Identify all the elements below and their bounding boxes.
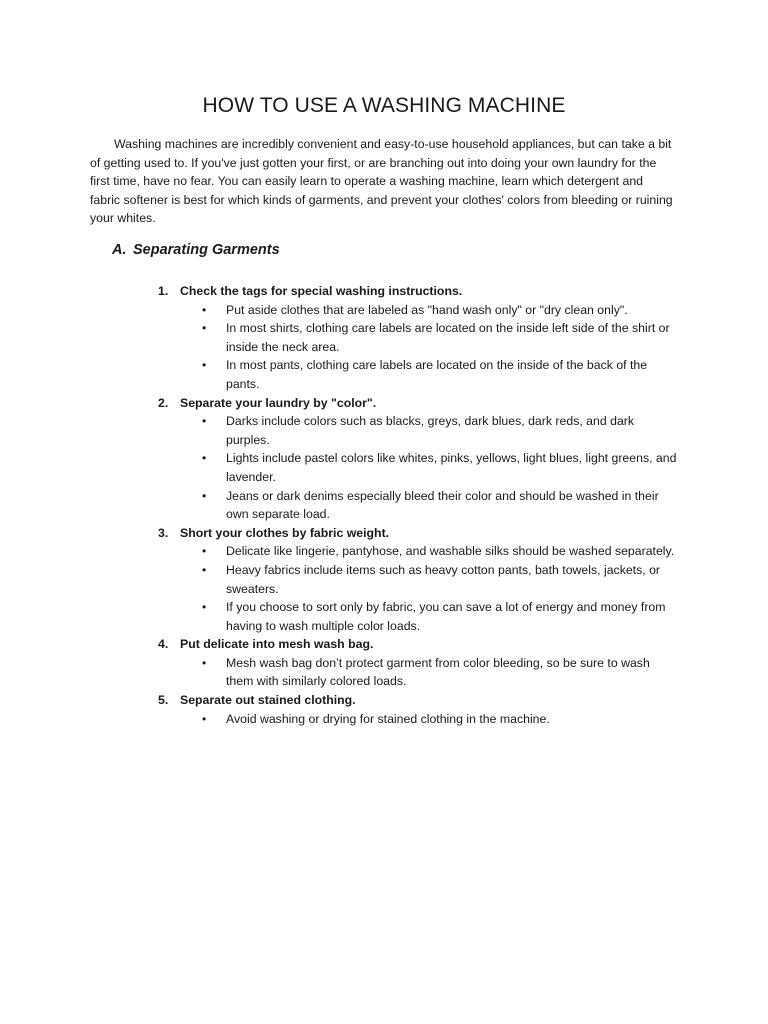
bullet-icon: • <box>202 562 207 577</box>
bullet-list <box>158 542 678 635</box>
section-title: Separating Garments <box>133 242 280 258</box>
intro-paragraph: Washing machines are incredibly convenient and easy-to-use household appliances, but can take a bit of getting used to. If you've just gotten your first, or are branching out into doing your own laundry for the first time, have no fear. You can easily learn to operate a washing machine, learn which detergent and fabric softener is best for which kinds of garments, and prevent your clothes' colors from bleeding or ruining your whites. <box>90 137 673 226</box>
step-item <box>158 394 678 524</box>
bullet-text: Jeans or dark denims especially bleed their color and should be washed in their own separate load. <box>226 488 659 522</box>
bullet-icon: • <box>202 544 207 559</box>
step-title: Separate your laundry by "color". <box>180 395 377 410</box>
step-title: Check the tags for special washing instructions. <box>180 284 463 298</box>
step-heading <box>158 691 678 710</box>
bullet-item <box>202 449 678 486</box>
bullet-list <box>158 301 678 394</box>
step-item <box>158 282 678 394</box>
step-number: 5. <box>158 693 169 708</box>
step-heading <box>158 282 678 301</box>
bullet-icon: • <box>202 451 207 466</box>
bullet-list <box>158 412 678 524</box>
bullet-icon: • <box>202 358 207 373</box>
step-title: Separate out stained clothing. <box>180 693 356 708</box>
step-item <box>158 524 678 636</box>
bullet-item <box>202 301 678 320</box>
bullet-list <box>158 710 678 729</box>
step-number: 4. <box>158 637 169 652</box>
bullet-item <box>202 561 678 598</box>
bullet-text: In most shirts, clothing care labels are located on the inside left side of the shirt or inside the neck area. <box>226 321 670 354</box>
bullet-icon: • <box>202 302 207 317</box>
bullet-list <box>158 654 678 691</box>
bullet-item <box>202 654 678 691</box>
bullet-text: Avoid washing or drying for stained clothing in the machine. <box>226 711 550 726</box>
step-heading <box>158 524 678 543</box>
bullet-item <box>202 356 678 393</box>
step-item <box>158 691 678 728</box>
bullet-icon: • <box>202 655 207 670</box>
bullet-text: If you choose to sort only by fabric, you can save a lot of energy and money from having to wash multiple color loads. <box>226 600 666 633</box>
bullet-text: Put aside clothes that are labeled as "hand wash only" or "dry clean only". <box>226 302 628 317</box>
step-number: 2. <box>158 395 169 410</box>
step-heading <box>158 635 678 654</box>
bullet-icon: • <box>202 488 207 503</box>
bullet-icon: • <box>202 414 207 429</box>
bullet-item <box>202 710 678 729</box>
step-number: 1. <box>158 284 169 298</box>
bullet-item <box>202 412 678 449</box>
bullet-icon: • <box>202 600 207 615</box>
section-letter: A. <box>112 242 127 258</box>
bullet-icon: • <box>202 321 207 336</box>
step-item <box>158 635 678 691</box>
bullet-item <box>202 487 678 524</box>
bullet-text: Darks include colors such as blacks, greys, dark blues, dark reds, and dark purples. <box>226 414 635 447</box>
step-title: Short your clothes by fabric weight. <box>180 525 390 540</box>
bullet-text: Lights include pastel colors like whites, pinks, yellows, light blues, light greens, and lavender. <box>226 451 677 484</box>
step-number: 3. <box>158 525 169 540</box>
bullet-item <box>202 542 678 561</box>
section-heading <box>112 240 280 260</box>
page-title: HOW TO USE A WASHING MACHINE <box>202 94 566 117</box>
step-title: Put delicate into mesh wash bag. <box>180 637 374 652</box>
bullet-text: Heavy fabrics include items such as heavy cotton pants, bath towels, jackets, or sweaters. <box>226 562 661 596</box>
bullet-text: In most pants, clothing care labels are located on the inside of the back of the pants. <box>226 358 648 391</box>
bullet-text: Delicate like lingerie, pantyhose, and washable silks should be washed separately. <box>226 544 675 559</box>
bullet-text: Mesh wash bag don’t protect garment from color bleeding, so be sure to wash them with similarly colored loads. <box>226 655 650 689</box>
steps-list <box>158 282 678 728</box>
bullet-item <box>202 598 678 635</box>
step-heading <box>158 394 678 413</box>
bullet-icon: • <box>202 711 207 726</box>
bullet-item <box>202 319 678 356</box>
